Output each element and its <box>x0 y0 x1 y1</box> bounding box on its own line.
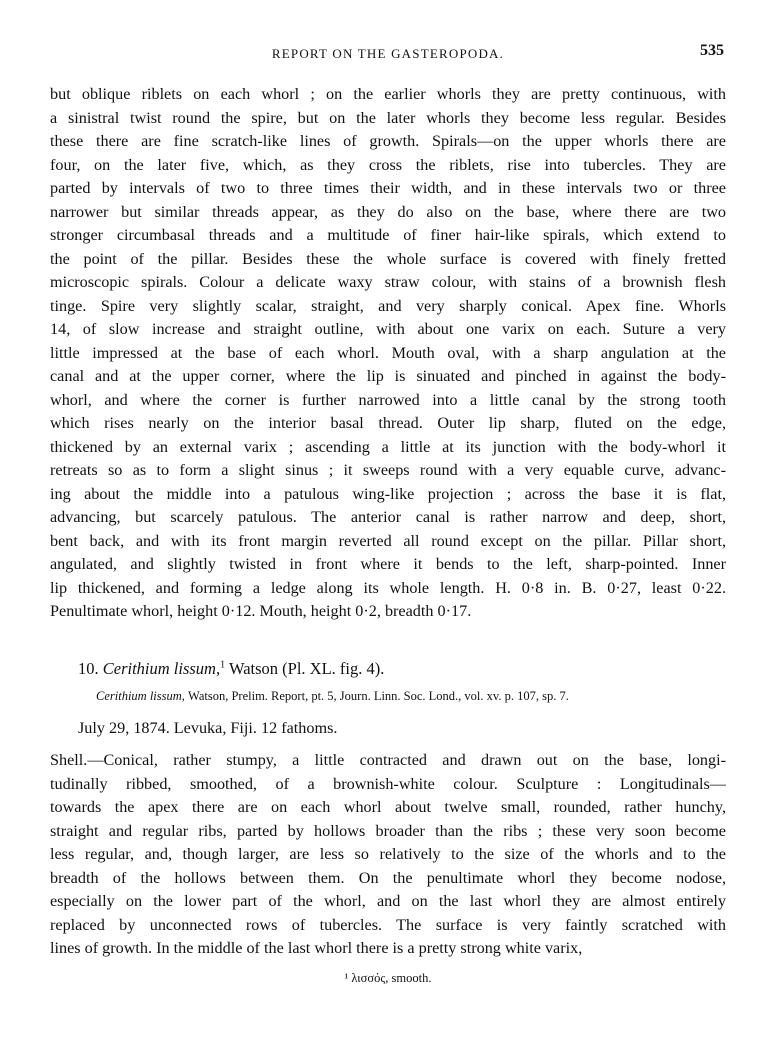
text-line: angulated, and slightly twisted in front where it bends to the left, sharp-pointed. Inner <box>50 555 726 573</box>
text-line: lines of growth. In the middle of the last whorl there is a pretty strong white varix, <box>50 939 583 957</box>
text-line: a sinistral twist round the spire, but on the later whorls they become less regular. Besides <box>50 108 726 127</box>
text-line: but oblique riblets on each whorl ; on the earlier whorls they are pretty continuous, with <box>50 85 726 103</box>
text-line: microscopic spirals. Colour a delicate waxy straw colour, with stains of a brownish flesh <box>50 273 726 291</box>
text-line: narrower but similar threads appear, as they do also on the base, where there are two <box>50 202 726 221</box>
text-line: tudinally ribbed, smoothed, of a brownish-white colour. Sculpture : Longitudinals— <box>50 774 726 793</box>
text-line: retreats so as to form a slight sinus ; it sweeps round with a very equable curve, advanc- <box>50 461 726 479</box>
text-line: especially on the lower part of the whorl, and on the last whorl they are almost entirely <box>50 892 726 910</box>
text-line: Shell.—Conical, rather stumpy, a little contracted and drawn out on the base, longi- <box>50 751 726 769</box>
paragraph-1 <box>50 83 726 624</box>
text-line: ing about the middle into a patulous wing-like projection ; across the base it is flat, <box>50 484 726 503</box>
footnote-ref: 1 <box>220 659 226 671</box>
paragraph-2 <box>50 749 726 961</box>
text-line: thickened by an external varix ; ascending a little at its junction with the body-whorl it <box>50 437 726 456</box>
text-line: stronger circumbasal threads and a multitude of finer hair-like spirals, which extend to <box>50 226 726 244</box>
text-line: Penultimate whorl, height 0·12. Mouth, height 0·2, breadth 0·17. <box>50 602 472 620</box>
citation-name: Cerithium lissum, <box>96 689 185 703</box>
text-line: towards the apex there are on each whorl about twelve small, rounded, rather hunchy, <box>50 798 726 816</box>
text-line: bent back, and with its front margin reverted all round except on the pillar. Pillar short, <box>50 531 726 550</box>
text-line: whorl, and where the corner is further narrowed into a little canal by the strong tooth <box>50 390 726 409</box>
text-line: tinge. Spire very slightly scalar, straight, and very sharply conical. Apex fine. Whorls <box>50 296 726 315</box>
page-number: 535 <box>700 42 724 59</box>
text-line: less regular, and, though larger, are less so relatively to the size of the whorls and to the <box>50 845 726 863</box>
species-citation <box>96 689 716 704</box>
footnote: ¹ λισσός, smooth. <box>344 971 432 985</box>
text-line: 14, of slow increase and straight outline, with about one varix on each. Suture a very <box>50 320 726 338</box>
text-line: parted by intervals of two to three times their width, and in these intervals two or three <box>50 179 726 197</box>
text-line: little impressed at the base of each whorl. Mouth oval, with a sharp angulation at the <box>50 343 726 362</box>
text-line: replaced by unconnected rows of tubercles. The surface is very faintly scratched with <box>50 915 726 934</box>
running-title: REPORT ON THE GASTEROPODA. <box>271 46 505 61</box>
text-line: lip thickened, and forming a ledge along its whole length. H. 0·8 in. B. 0·27, least 0·22. <box>50 578 726 597</box>
text-line: these there are fine scratch-like lines of growth. Spirals—on the upper whorls there are <box>50 132 726 150</box>
text-line: four, on the later five, which, as they cross the riblets, rise into tubercles. They are <box>50 155 726 174</box>
species-number: 10. <box>78 659 99 678</box>
species-author-plate: Watson (Pl. XL. fig. 4). <box>228 659 385 678</box>
text-line: the point of the pillar. Besides these the whole surface is covered with finely fretted <box>50 249 726 268</box>
text-line: advancing, but scarcely patulous. The anterior canal is rather narrow and deep, short, <box>50 508 726 526</box>
text-line: canal and at the upper corner, where the lip is sinuated and pinched in against the body- <box>50 367 726 385</box>
text-line: breadth of the hollows between them. On the penultimate whorl they become nodose, <box>50 868 726 887</box>
text-line: which rises nearly on the interior basal thread. Outer lip sharp, fluted on the edge, <box>50 414 726 432</box>
species-locality: July 29, 1874. Levuka, Fiji. 12 fathoms. <box>78 719 338 737</box>
text-line: straight and regular ribs, parted by hollows broader than the ribs ; these very soon become <box>50 821 726 840</box>
species-heading <box>78 659 738 679</box>
page-header <box>0 36 776 66</box>
species-name: Cerithium lissum, <box>102 659 221 678</box>
citation-text: Watson, Prelim. Report, pt. 5, Journ. Linn. Soc. Lond., vol. xv. p. 107, sp. 7. <box>188 689 569 703</box>
